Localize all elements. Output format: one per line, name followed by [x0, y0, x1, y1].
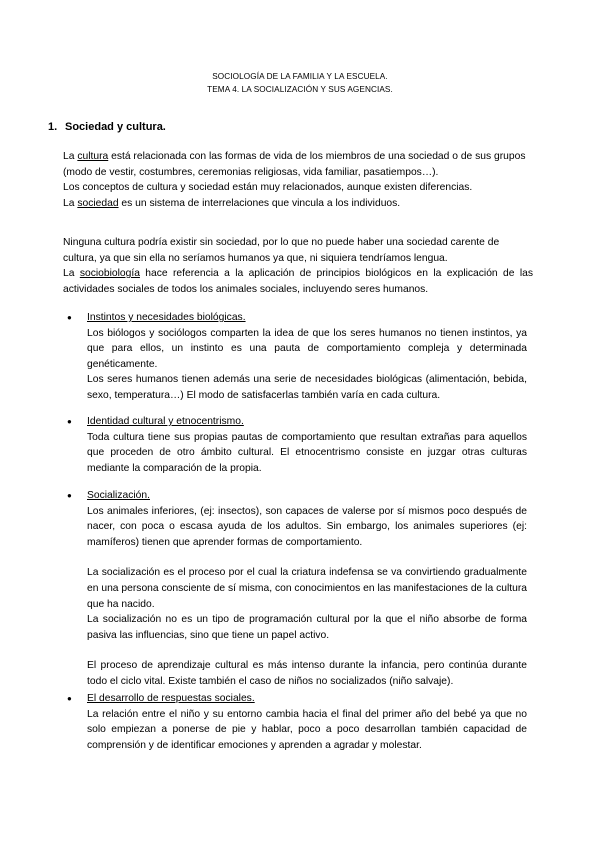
bullet-title: El desarrollo de respuestas sociales. — [87, 693, 255, 704]
bullet-title: Socialización. — [87, 490, 150, 501]
term-sociobiologia: sociobiología — [79, 268, 140, 279]
paragraph-sociobiology: La sociobiología hace referencia a la aplicación de principios biológicos en la explicación de las actividades sociales de todos los animales sociales, incluyendo seres humanos. — [63, 268, 533, 295]
section-heading — [48, 121, 166, 133]
topic-title: TEMA 4. LA SOCIALIZACIÓN Y SUS AGENCIAS. — [207, 85, 393, 94]
bullet-dot: ● — [67, 694, 72, 703]
section-title: Sociedad y cultura. — [65, 121, 166, 133]
bullet-dot: ● — [67, 313, 72, 322]
bullet-title: Identidad cultural y etnocentrismo. — [87, 416, 244, 427]
term-sociedad: sociedad — [77, 197, 119, 209]
term-cultura: cultura — [77, 151, 109, 162]
bullet-instintos: Instintos y necesidades biológicas. Los biólogos y sociólogos comparten la idea de que los seres humanos no tienen instintos, ya que para ellos, un instinto es una pauta de comportamiento compleja y determinada genéticamente. Los seres humanos tienen además una serie de necesidades biológicas (alimentación, bebida, sexo, temperatura…) El modo de satisfacerlas también varía en cada cultura. — [87, 312, 527, 401]
course-title: SOCIOLOGÍA DE LA FAMILIA Y LA ESCUELA. — [212, 72, 388, 81]
bullet-dot: ● — [67, 491, 72, 500]
bullet-respuestas: El desarrollo de respuestas sociales. La relación entre el niño y su entorno cambia hacia el final del primer año del bebé ya que no solo empiezan a ponerse de pie y hablar, poco a poco desarrollan también capacidad de comprensión y de identificar emociones y aprenden a agradar y molestar. — [87, 693, 527, 751]
section-number: 1. — [48, 121, 58, 133]
bullet-identidad: Identidad cultural y etnocentrismo. Toda cultura tiene sus propias pautas de comportamiento que resultan extrañas para aquellos que proceden de otro ámbito cultural. El etnocentrismo consiste en juzgar otras culturas mediante la comparación de la propia. — [87, 416, 527, 474]
bullet-dot: ● — [67, 417, 72, 426]
paragraph-no-culture: Ninguna cultura podría existir sin sociedad, por lo que no puede haber una sociedad carente de cultura, ya que sin ella no seríamos humanos ya que, ni siquiera tendríamos lengua. — [63, 237, 500, 264]
paragraph-culture: La cultura está relacionada con las formas de vida de los miembros de una sociedad o de sus grupos (modo de vestir, costumbres, ceremonias religiosas, vida familiar, pasatiempos…). Los conceptos de cultura y sociedad están muy relacionados, aunque existen diferencias. La sociedad es un sistema de interrelaciones que vincula a los individuos. — [63, 151, 526, 209]
bullet-title: Instintos y necesidades biológicas. — [87, 312, 246, 323]
document-header — [0, 70, 600, 96]
bullet-socializacion: Socialización. Los animales inferiores, (ej: insectos), son capaces de valerse por sí mismos poco después de nacer, con poca o escasa ayuda de los adultos. Sin embargo, los animales superiores (ej: mamíferos) tienen que aprender formas de comportamiento. La socialización es el proceso por el cual la criatura indefensa se va convirtiendo gradualmente en una persona consciente de sí misma, con conocimientos en las manifestaciones de la cultura que ha nacido. La socialización no es un tipo de programación cultural por la que el niño absorbe de forma pasiva las influencias, sino que tiene un papel activo. El proceso de aprendizaje cultural es más intenso durante la infancia, pero continúa durante todo el ciclo vital. Existe también el caso de niños no socializados (niño salvaje). — [87, 490, 527, 687]
